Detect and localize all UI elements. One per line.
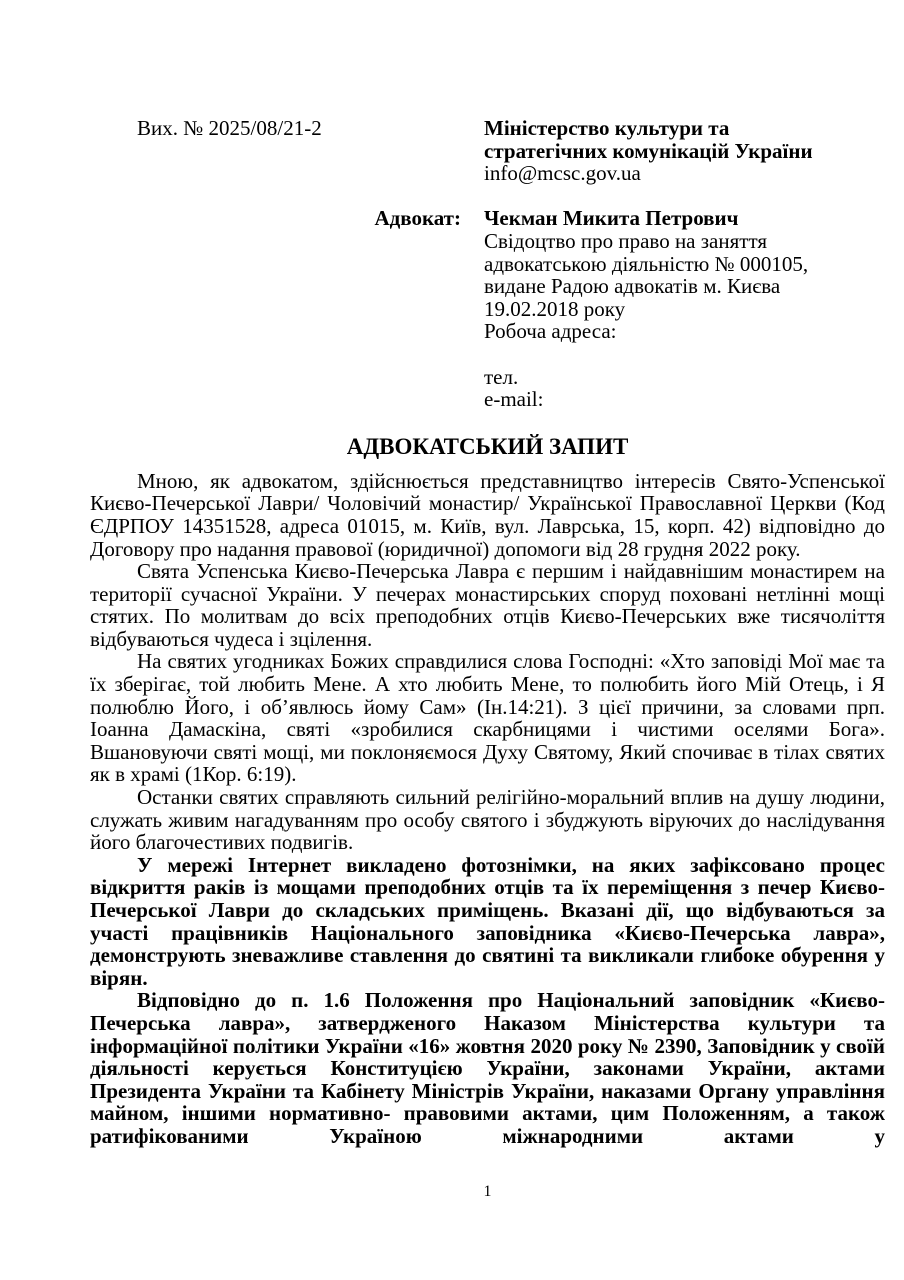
recipient-name-line-1: Міністерство культури та xyxy=(484,116,730,140)
recipient-name-line-2: стратегічних комунікацій України xyxy=(484,138,813,163)
advocate-label: Адвокат: xyxy=(374,206,461,231)
paragraph-representation: Мною, як адвокатом, здійснюється представництво інтересів Свято-Успенської Києво-Печерської Лаври/ Чоловічий монастир/ Української Православної Церкви (Код ЄДРПОУ 14351528, адреса 01015, м. Київ, вул. Лаврська, 15, корп. 42) відповідно до Договору про надання правової (юридичної) допомоги від 28 грудня 2022 року. xyxy=(90,468,885,561)
paragraph-relics-influence: Останки святих справляють сильний релігійно-моральний вплив на душу людини, служать живим нагадуванням про особу святого і збуджують віруючих до наслідування його благочестивих подвигів. xyxy=(90,785,885,855)
advocate-section xyxy=(90,207,885,410)
page-number: 1 xyxy=(483,1183,492,1200)
recipient-block xyxy=(484,117,885,185)
advocate-detail-line: тел. xyxy=(484,364,519,389)
advocate-detail-line: Свідоцтво про право на заняття xyxy=(484,228,768,253)
recipient-email: info@mcsc.gov.ua xyxy=(484,161,641,186)
paragraph-regulation: Відповідно до п. 1.6 Положення про Національний заповідник «Києво-Печерська лавра», затвердженого Наказом Міністерства культури та інформаційної політики України «16» жовтня 2020 року № 2390, Заповідник у своїй діяльності керується Конституцією України, законами України, актами Президента України та Кабінету Міністрів України, наказами Органу управління майном, іншими нормативно- правовими актами, цим Положенням, а також ратифікованими Україною міжнародними актами у xyxy=(90,988,885,1148)
advocate-name: Чекман Микита Петрович xyxy=(484,206,739,231)
paragraph-lavra-history: Свята Успенська Києво-Печерська Лавра є першим і найдавнішим монастирем на території сучасної України. У печерах монастирських споруд поховані нетлінні мощі стятих. По молитвам до всіх преподобних отців Києво-Печерських вже тисячоліття відбуваються чудеса і зцілення. xyxy=(90,559,885,651)
paragraph-scripture: На святих угодниках Божих справдилися слова Господні: «Хто заповіді Мої має та їх зберігає, той любить Мене. А хто любить Мене, то полюбить його Мій Отець, і Я полюблю Його, і об’явлюсь йому Сам» (Ін.14:21). З цієї причини, за словами прп. Іоанна Дамаскіна, святі «зробилися скарбницями і чистими оселями Бога». Вшановуючи святі мощі, ми поклоняємося Духу Святому, Який спочиває в тілах святих як в храмі (1Кор. 6:19). xyxy=(90,649,885,787)
advocate-detail-line: адвокатською діяльністю № 000105, xyxy=(484,251,809,276)
paragraph-internet-photos: У мережі Інтернет викладено фотознімки, на яких зафіксовано процес відкриття раків із мощами преподобних отців та їх переміщення з печер Києво-Печерської Лаври до складських приміщень. Вказані дії, що відбуваються за участі працівників Національного заповідника «Києво-Печерська лавра», демонструють зневажливе ставлення до святині та викликали глибоке обурення у вірян. xyxy=(90,852,885,990)
advocate-detail-line: Робоча адреса: xyxy=(484,319,617,344)
advocate-detail-line: 19.02.2018 року xyxy=(484,296,626,321)
advocate-detail-line: видане Радою адвокатів м. Києва xyxy=(484,274,781,299)
document-header xyxy=(90,117,885,185)
advocate-block xyxy=(484,207,885,410)
advocate-detail-line-blank xyxy=(484,343,885,366)
advocate-detail-line: e-mail: xyxy=(484,387,544,412)
outgoing-number: Вих. № 2025/08/21-2 xyxy=(137,116,322,140)
document-title: АДВОКАТСЬКИЙ ЗАПИТ xyxy=(346,433,629,459)
